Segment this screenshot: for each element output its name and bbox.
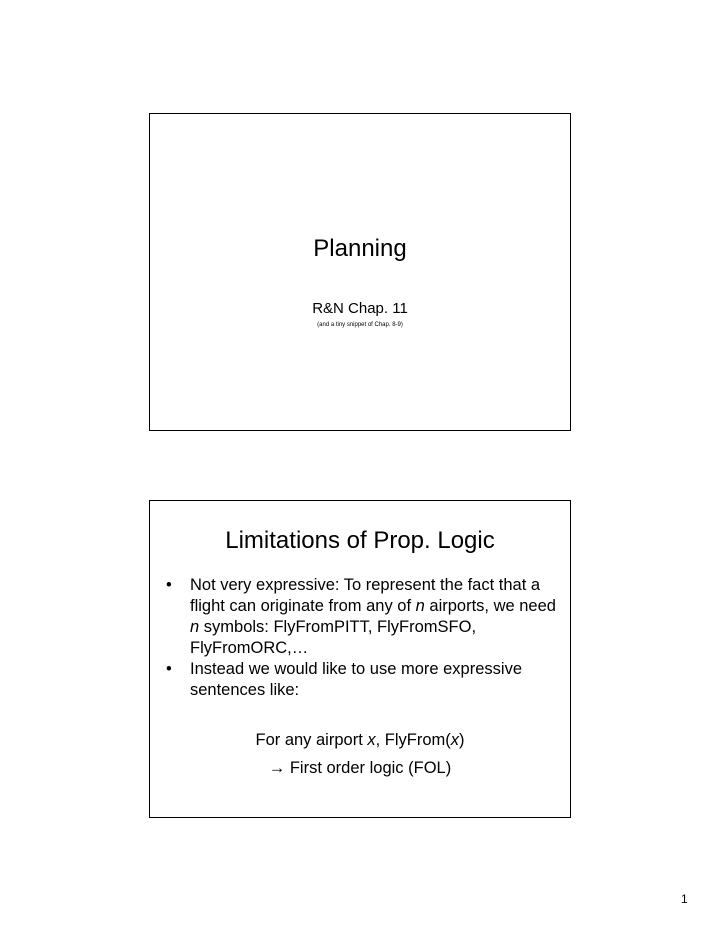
bullet-text: Instead we would like to use more expressive sentences like: bbox=[190, 660, 522, 699]
bullet-marker: • bbox=[166, 660, 172, 678]
bullet-list bbox=[164, 575, 559, 701]
slide-title: Limitations of Prop. Logic bbox=[225, 527, 495, 554]
slide-title: Planning bbox=[313, 235, 407, 262]
slide-planning bbox=[149, 113, 571, 431]
italic-variable: x bbox=[450, 731, 460, 749]
text-segment: airports, we need bbox=[424, 597, 556, 615]
fol-line bbox=[150, 758, 570, 779]
italic-variable: x bbox=[367, 731, 376, 749]
page-number: 1 bbox=[681, 892, 688, 906]
text-segment: symbols: FlyFromPITT, FlyFromSFO, FlyFromORC,… bbox=[190, 618, 477, 657]
text-segment: First order logic (FOL) bbox=[285, 759, 452, 777]
italic-variable: n bbox=[190, 618, 200, 636]
arrow-icon: → bbox=[268, 759, 286, 777]
text-segment: , FlyFrom( bbox=[375, 731, 451, 749]
slide-subtitle: R&N Chap. 11 bbox=[312, 300, 408, 317]
text-segment: Not very expressive: To represent the fact that a flight can originate from any of bbox=[190, 576, 541, 615]
airport-sentence bbox=[150, 730, 570, 751]
bullet-item bbox=[164, 575, 559, 659]
slide-note: (and a tiny snippet of Chap. 8-9) bbox=[317, 322, 403, 328]
bullet-text bbox=[190, 576, 556, 657]
slide-limitations bbox=[149, 500, 571, 818]
italic-variable: n bbox=[415, 597, 425, 615]
text-segment: For any airport bbox=[255, 731, 368, 749]
bullet-marker: • bbox=[166, 576, 172, 594]
text-segment: ) bbox=[459, 731, 465, 749]
bullet-item bbox=[164, 659, 559, 701]
